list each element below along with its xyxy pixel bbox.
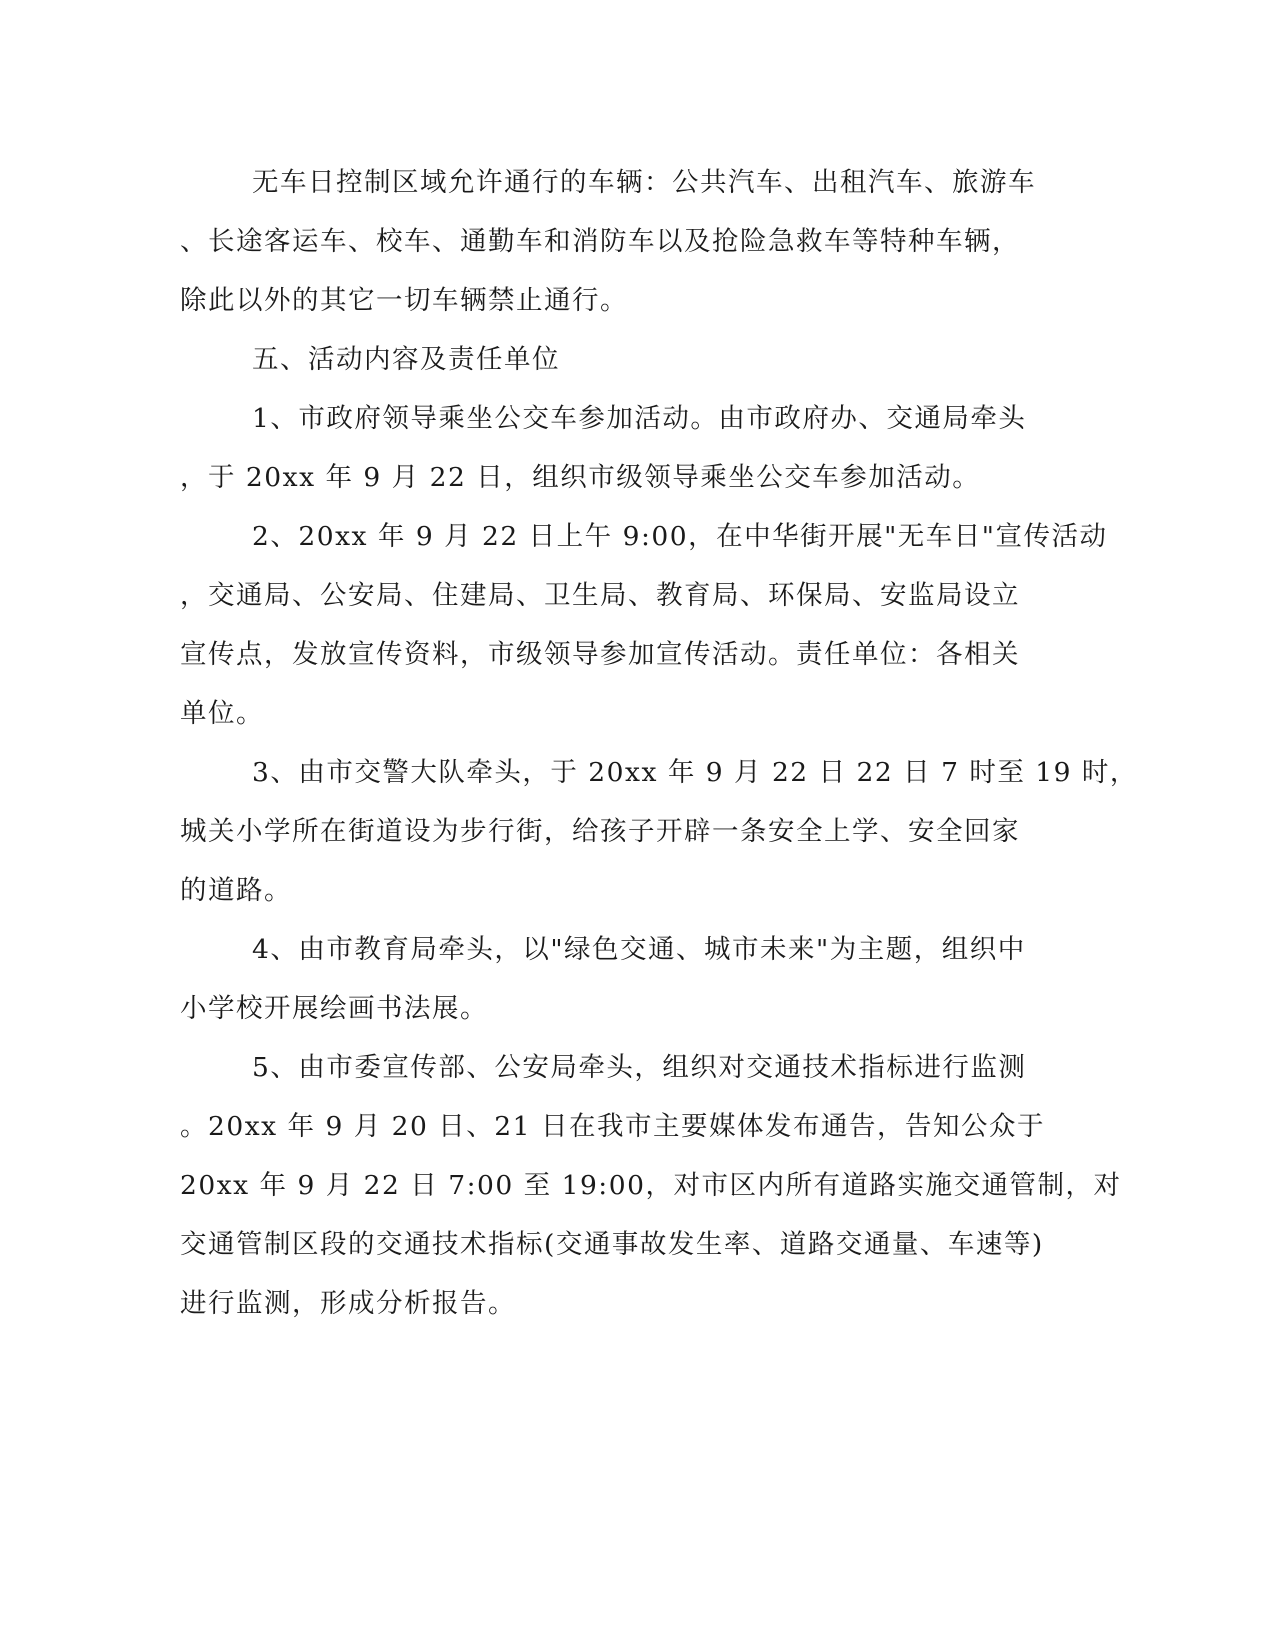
section-heading: 五、活动内容及责任单位 <box>252 344 560 375</box>
paragraph-line: 小学校开展绘画书法展。 <box>180 993 488 1024</box>
paragraph-line: 进行监测，形成分析报告。 <box>180 1288 516 1319</box>
paragraph-line: 宣传点，发放宣传资料，市级领导参加宣传活动。责任单位：各相关 <box>180 639 1020 670</box>
paragraph-item-4 <box>180 920 1040 1038</box>
paragraph-line: 的道路。 <box>180 875 292 906</box>
paragraph-line: 除此以外的其它一切车辆禁止通行。 <box>180 285 628 316</box>
document-body <box>180 153 1138 1333</box>
paragraph-item-3 <box>180 743 1138 920</box>
paragraph-item-1 <box>180 389 1040 507</box>
paragraph-line: 单位。 <box>180 698 264 729</box>
paragraph-allowed-vehicles <box>180 153 1040 330</box>
paragraph-line: 1、市政府领导乘坐公交车参加活动。由市政府办、交通局牵头 <box>252 403 1027 434</box>
paragraph-line: 3、由市交警大队牵头，于 20xx 年 9 月 22 日 22 日 7 时至 19 时， <box>252 757 1138 788</box>
paragraph-item-2 <box>180 507 1108 743</box>
paragraph-line: 4、由市教育局牵头，以"绿色交通、城市未来"为主题，组织中 <box>252 934 1026 965</box>
paragraph-line: 城关小学所在街道设为步行街，给孩子开辟一条安全上学、安全回家 <box>180 816 1020 847</box>
paragraph-line: 5、由市委宣传部、公安局牵头，组织对交通技术指标进行监测 <box>252 1052 1027 1083</box>
section-heading-activities <box>180 330 1040 389</box>
paragraph-line: 20xx 年 9 月 22 日 7:00 至 19:00，对市区内所有道路实施交通管制，对 <box>180 1170 1122 1201</box>
paragraph-line: 、长途客运车、校车、通勤车和消防车以及抢险急救车等特种车辆， <box>180 226 1020 257</box>
paragraph-line: 2、20xx 年 9 月 22 日上午 9:00，在中华街开展"无车日"宣传活动 <box>252 521 1108 552</box>
paragraph-line: 交通管制区段的交通技术指标(交通事故发生率、道路交通量、车速等) <box>180 1229 1044 1260</box>
paragraph-line: 。20xx 年 9 月 20 日、21 日在我市主要媒体发布通告，告知公众于 <box>180 1111 1045 1142</box>
paragraph-item-5 <box>180 1038 1122 1333</box>
paragraph-line: ，交通局、公安局、住建局、卫生局、教育局、环保局、安监局设立 <box>180 580 1020 611</box>
paragraph-line: 无车日控制区域允许通行的车辆：公共汽车、出租汽车、旅游车 <box>252 167 1036 198</box>
paragraph-line: ，于 20xx 年 9 月 22 日，组织市级领导乘坐公交车参加活动。 <box>180 462 981 493</box>
